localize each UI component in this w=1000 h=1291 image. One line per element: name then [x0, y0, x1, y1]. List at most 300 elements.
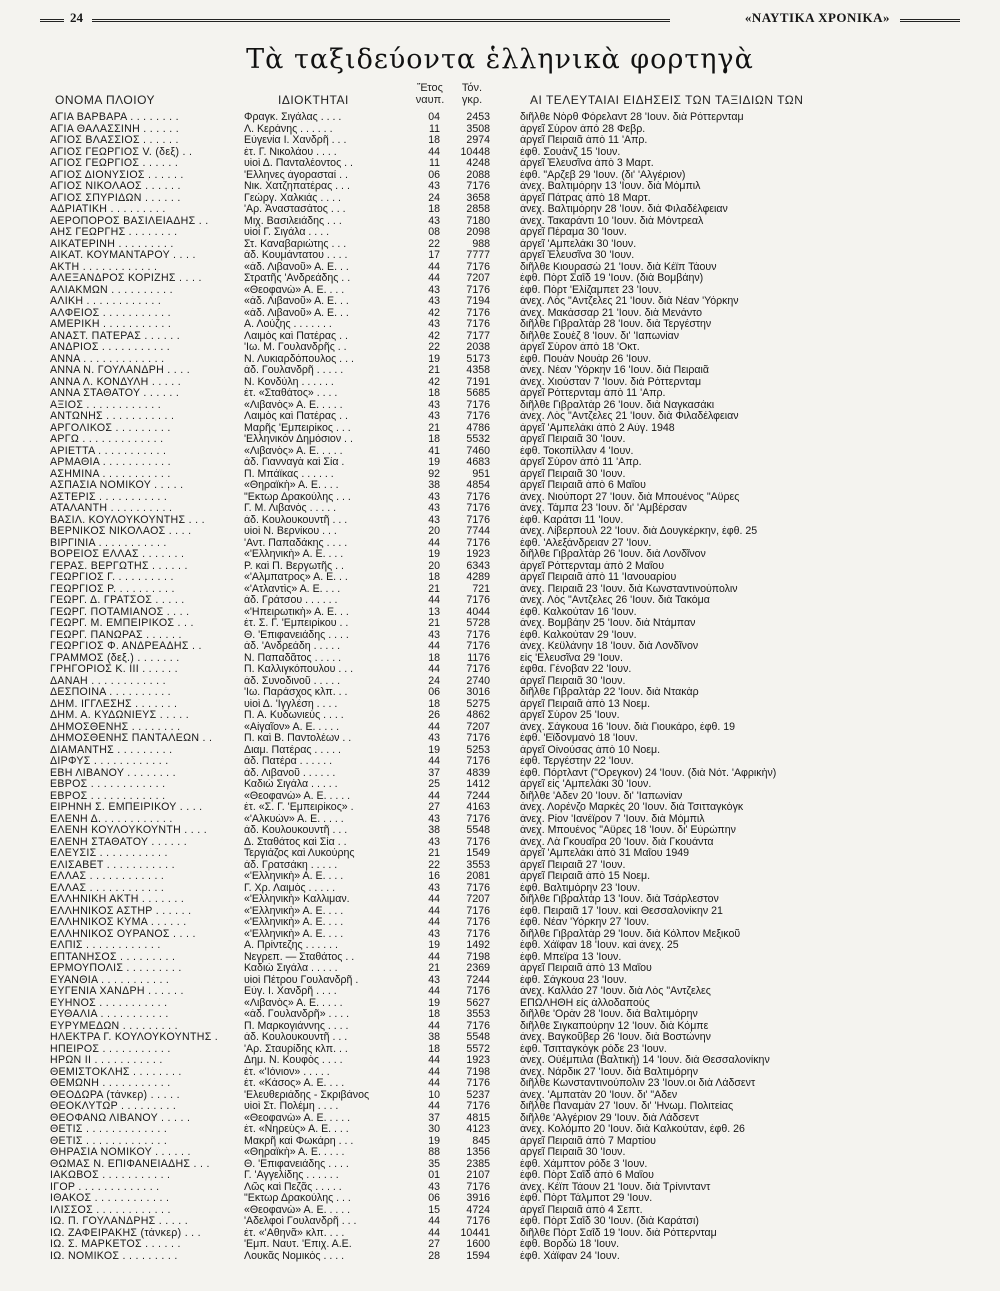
ship-name: ΗΠΕΙΡΟΣ . . . . . . . . . . .	[50, 1043, 171, 1055]
ship-owner: Ρ. καὶ Π. Βεργωτῆς . .	[244, 560, 344, 572]
ship-name: ΑΝΑΣΤ. ΠΑΤΕΡΑΣ . . . . . .	[50, 330, 181, 342]
ship-latest-news: ἀργεῖ Σύρον 25 'Ιουν.	[520, 710, 620, 721]
ship-latest-news: ἀργεῖ Οἰνούσας ἀπὸ 10 Νοεμ.	[520, 744, 661, 756]
ship-name: ΕΛΕΝΗ Δ. . . . . . . . . . . .	[50, 813, 173, 825]
ship-name: ΑΓΙΟΣ ΝΙΚΟΛΑΟΣ . . . . . .	[50, 181, 181, 192]
ship-owner: ἀδ. 'Ανδρεάδη . . . . .	[244, 641, 341, 652]
ship-year-built: 38	[428, 1032, 440, 1043]
ship-year-built: 21	[428, 365, 440, 376]
ship-name: ΙΑΚΩΒΟΣ . . . . . . . . . . .	[50, 1170, 171, 1181]
ship-latest-news: ἀργεῖ Ρόττερνταμ ἀπὸ 11 'Απρ.	[520, 388, 666, 399]
table-row	[0, 779, 1000, 791]
table-row	[0, 365, 1000, 377]
ship-tonnage: 5253	[466, 744, 490, 756]
ship-latest-news: ἀργεῖ 'Αμπελάκι ἀπὸ 31 Μαΐου 1949	[520, 848, 690, 859]
ship-owner: 'Ελληνικὸν Δημόσιον . .	[244, 434, 353, 445]
ship-tonnage: 5685	[466, 388, 490, 399]
ship-tonnage: 7177	[466, 330, 490, 342]
ship-owner: Νεγρεπ. — Σταθάτος . .	[244, 951, 355, 963]
ship-owner: «Θηραϊκὴ» Α. Ε. . . .	[244, 480, 339, 491]
ship-year-built: 27	[428, 802, 440, 813]
ship-name: ΓΕΩΡΓ. ΠΑΝΩΡΑΣ . . . . . .	[50, 629, 182, 641]
ship-year-built: 18	[428, 698, 440, 710]
ship-name: ΔΗΜΟΣΘΕΝΗΣ ΠΑΝΤΑΛΕΩΝ . .	[50, 733, 213, 744]
ship-tonnage: 5548	[466, 1032, 490, 1043]
ship-owner: Εὐγενία Ι. Χανδρῆ . . .	[244, 135, 347, 146]
ship-year-built: 88	[428, 1147, 440, 1158]
ship-latest-news: ἀργεῖ Πειραιᾶ ἀπὸ 13 Μαΐου	[520, 963, 652, 974]
table-row	[0, 998, 1000, 1010]
ship-latest-news: ἐφθ. Πὸρτ Τάλμποτ 29 'Ιουν.	[520, 1193, 653, 1204]
ship-latest-news: ἀνεχ. Λὸς "Αντζελες 21 'Ιουν. διὰ Φιλαδέλφειαν	[520, 411, 739, 422]
ship-tonnage: 4044	[466, 606, 490, 618]
table-row	[0, 802, 1000, 814]
table-row	[0, 791, 1000, 803]
ship-tonnage: 4358	[466, 365, 490, 376]
ship-owner: Λουκᾶς Νομικὸς . . . .	[244, 1250, 345, 1262]
ship-year-built: 44	[428, 894, 440, 905]
table-row	[0, 1193, 1000, 1205]
ship-tonnage: 7198	[466, 1066, 490, 1078]
ship-year-built: 43	[428, 882, 440, 894]
table-row	[0, 1101, 1000, 1113]
ship-year-built: 22	[428, 342, 440, 353]
header-rule	[92, 19, 670, 22]
ship-owner: ἑτ. «'Αθηνᾶ» κλπ. . . .	[244, 1227, 345, 1239]
ship-name: ΙΓΟΡ . . . . . . . . . . . . .	[50, 1181, 160, 1193]
ship-tonnage: 7244	[466, 790, 490, 802]
ship-latest-news: ἐφθ. Πὸρτ 'Ελίζαμπετ 23 'Ιουν.	[520, 284, 662, 296]
ship-owner: Μιχ. Βασιλειάδης . . .	[244, 215, 342, 227]
ship-year-built: 17	[428, 250, 440, 261]
ship-latest-news: ἐφθ. Βορδὼ 18 'Ιουν.	[520, 1239, 620, 1250]
ship-owner: Ν. Κονδύλη . . . . . .	[244, 376, 334, 388]
table-row	[0, 584, 1000, 596]
ship-latest-news: ἀνεχ. Βαλτιμόρην 28 'Ιουν. διὰ Φιλαδέλφειαν	[520, 204, 728, 215]
ship-name: ΔΗΜΟΣΘΕΝΗΣ . . . . . . . .	[50, 721, 181, 733]
ship-latest-news: διῆλθε Γιβραλτὰρ 13 'Ιουν. διὰ Τσάρλεστον	[520, 894, 719, 905]
magazine-name: «ΝΑΥΤΙΚΑ ΧΡΟΝΙΚΑ»	[744, 10, 890, 25]
ship-tonnage: 6343	[466, 560, 490, 572]
ship-year-built: 21	[428, 618, 440, 629]
ship-year-built: 38	[428, 480, 440, 491]
ship-year-built: 44	[428, 146, 440, 158]
ship-owner: υἱοὶ Στ. Πολέμη . . . .	[244, 1101, 339, 1112]
table-row	[0, 687, 1000, 699]
ship-year-built: 28	[428, 1250, 440, 1262]
ship-tonnage: 3916	[466, 1193, 490, 1204]
ship-owner: «Λιβανὸς» Α. Ε. . . . .	[244, 997, 343, 1009]
table-row	[0, 975, 1000, 987]
page-title: Τὰ ταξιδεύοντα ἑλληνικὰ φορτηγὰ	[246, 44, 754, 75]
ship-tonnage: 2088	[466, 169, 490, 181]
table-row	[0, 503, 1000, 515]
ship-owner: ἑτ. «Νηρεὺς» Α. Ε. . . .	[244, 1124, 349, 1135]
ship-year-built: 15	[428, 1204, 440, 1216]
ship-year-built: 19	[428, 744, 440, 756]
table-row	[0, 446, 1000, 458]
ship-latest-news: ἀνεχ. Βαλτιμόρην 13 'Ιουν. διὰ Μόμπιλ	[520, 181, 701, 192]
ship-name: ΓΡΗΓΟΡΙΟΣ Κ. ΙΙΙ . . . . . .	[50, 664, 178, 675]
ship-name: ΕΛΛΗΝΙΚΟΣ ΑΣΤΗΡ . . . . . .	[50, 905, 192, 917]
ship-name: ΓΕΩΡΓ. Δ. ΓΡΑΤΣΟΣ . . . . .	[50, 595, 185, 606]
ship-year-built: 42	[428, 330, 440, 342]
table-row	[0, 124, 1000, 136]
ship-latest-news: ἀνεχ. Τακαράντι 10 'Ιουν. διὰ Μόντρεαλ	[520, 215, 704, 227]
ship-owner: Νικ. Χατζηπατέρας . . .	[244, 181, 350, 192]
table-row	[0, 653, 1000, 665]
table-row	[0, 664, 1000, 676]
ship-owner: Γ. Μ. Λιβανὸς . . . . .	[244, 503, 337, 514]
ship-year-built: 18	[428, 434, 440, 445]
column-header-owners: ΙΔΙΟΚΤΗΤΑΙ	[278, 93, 349, 107]
ship-name: ΘΕΤΙΣ . . . . . . . . . . . . .	[50, 1124, 168, 1135]
ship-latest-news: ἀργεῖ Πειραιᾶ 30 'Ιουν.	[520, 1147, 626, 1158]
ship-name: ΕΛΛΗΝΙΚΟΣ ΟΥΡΑΝΟΣ . . . .	[50, 928, 196, 940]
ship-owner: Δημ. Ν. Κουφὸς . . . .	[244, 1055, 343, 1066]
ship-name: ΑΓΙΟΣ ΓΕΩΡΓΙΟΣ V. (δεξ) . .	[50, 146, 193, 158]
ship-owner: Ν. Παπαδᾶτος . . . . .	[244, 652, 342, 664]
table-row	[0, 860, 1000, 872]
ship-year-built: 18	[428, 1043, 440, 1055]
table-row	[0, 1124, 1000, 1136]
ship-tonnage: 3508	[466, 123, 490, 135]
ship-latest-news: ἐφθ. Πειραιᾶ 17 'Ιουν. καὶ Θεσσαλονίκην 21	[520, 905, 723, 917]
ship-owner: ἑτ. «Σταθάτος» . . . .	[244, 388, 338, 399]
ship-name: ΑΝΔΡΙΟΣ . . . . . . . . . . .	[50, 342, 171, 353]
ship-owner: Γ. 'Αγγελίδης . . . . . .	[244, 1170, 339, 1181]
ship-tonnage: 2038	[466, 342, 490, 353]
ship-name: ΑΣΠΑΣΙΑ ΝΟΜΙΚΟΥ . . . . .	[50, 480, 184, 491]
ship-year-built: 43	[428, 836, 440, 848]
ship-latest-news: ἀνεχ. Κολόμπο 20 'Ιουν. διὰ Καλκούταν, ἐφθ. 26	[520, 1124, 745, 1135]
ship-year-built: 44	[428, 721, 440, 733]
table-row	[0, 1055, 1000, 1067]
table-row	[0, 837, 1000, 849]
table-row	[0, 710, 1000, 722]
ship-tonnage: 2081	[466, 871, 490, 882]
ship-name: ΑΡΓΩ . . . . . . . . . . . . .	[50, 434, 164, 445]
ship-owner: Μακρῆ καὶ Φωκάρη . . .	[244, 1135, 354, 1147]
table-row	[0, 963, 1000, 975]
ship-year-built: 18	[428, 388, 440, 399]
table-row	[0, 1182, 1000, 1194]
table-row	[0, 917, 1000, 929]
ship-owner: Θ. 'Επιφανειάδης . . . .	[244, 629, 349, 641]
ship-year-built: 43	[428, 181, 440, 192]
column-header-year-line1: Ἔτος	[417, 82, 443, 94]
ship-name: ΘΕΟΔΩΡΑ (τάνκερ) . . . . .	[50, 1089, 180, 1101]
table-row	[0, 595, 1000, 607]
ship-latest-news: ἀργεῖ Πάτρας ἀπὸ 18 Μαρτ.	[520, 192, 651, 204]
ship-tonnage: 5548	[466, 825, 490, 836]
ship-owner: Π. Καλλιγκόπουλου . . .	[244, 664, 354, 675]
ship-tonnage: 4163	[466, 802, 490, 813]
ship-name: ΑΡΓΟΛΙΚΟΣ . . . . . . . . .	[50, 422, 171, 434]
column-header-year	[410, 82, 450, 106]
ship-owner: «'Αλμπατρος» Α. Ε. . .	[244, 572, 348, 583]
ship-tonnage: 845	[472, 1135, 490, 1147]
ship-tonnage: 7176	[466, 319, 490, 330]
ship-name: ΙΩ. Σ. ΜΑΡΚΕΤΟΣ . . . . . .	[50, 1239, 181, 1250]
ship-latest-news: ἐφθ. Χάϊφαν 24 'Ιουν.	[520, 1250, 620, 1262]
ship-year-built: 21	[428, 422, 440, 434]
ship-latest-news: ἐφθ. Πὸρτ Σαΐδ 30 'Ιουν. (διὰ Καράτσι)	[520, 1216, 699, 1227]
ship-year-built: 44	[428, 1216, 440, 1227]
ship-year-built: 44	[428, 1227, 440, 1239]
ship-latest-news: ἀργεῖ Σύρον ἀπὸ 11 'Απρ.	[520, 457, 642, 468]
ship-latest-news: ἐφθ. Τεργέστην 22 'Ιουν.	[520, 756, 634, 767]
table-row	[0, 871, 1000, 883]
ship-name: ΑΡΜΑΘΙΑ . . . . . . . . . . .	[50, 457, 171, 468]
column-header-year-line2: ναυπ.	[415, 94, 445, 106]
page-number: 24	[70, 10, 83, 25]
table-row	[0, 733, 1000, 745]
ship-latest-news: ἐφθ. "Αρζεβ 29 'Ιουν. (δι' 'Αλγέριον)	[520, 169, 686, 181]
ship-tonnage: 4839	[466, 767, 490, 779]
ship-name: ΔΗΜ. ΙΓΓΛΕΣΗΣ . . . . . . .	[50, 698, 178, 710]
ship-year-built: 44	[428, 756, 440, 767]
ship-year-built: 44	[428, 986, 440, 997]
ship-latest-news: ἀνεχ. Σάγκουα 16 'Ιουν. διὰ Γιουκάρο, ἐφθ. 19	[520, 721, 736, 733]
ship-latest-news: διῆλθε Σουὲζ 8 'Ιουν. δι' 'Ιαπωνίαν	[520, 330, 680, 342]
ship-tonnage: 4815	[466, 1112, 490, 1124]
ship-latest-news: διῆλθε Κιουρασὼ 21 'Ιουν. διὰ Κέϊπ Τάουν	[520, 261, 717, 273]
ship-owner: 'Ελευθεριάδης - Σκριβάνος	[244, 1089, 370, 1101]
ship-year-built: 24	[428, 192, 440, 204]
ship-year-built: 18	[428, 1009, 440, 1020]
ship-year-built: 42	[428, 376, 440, 388]
ship-name: ΒΙΡΓΙΝΙΑ . . . . . . . . . . .	[50, 537, 167, 549]
ship-name: ΑΓΙΟΣ ΒΛΑΣΣΙΟΣ . . . . . .	[50, 135, 179, 146]
ship-year-built: 42	[428, 307, 440, 319]
page-header	[40, 10, 960, 28]
ship-name: ΑΝΝΑ . . . . . . . . . . . . .	[50, 353, 165, 365]
ship-owner: Α. Λούζης . . . . . . .	[244, 319, 332, 330]
column-header-tonnage	[452, 82, 492, 106]
ship-name: ΕΛΙΣΑΒΕΤ . . . . . . . . . . .	[50, 859, 175, 871]
ship-tonnage: 4724	[466, 1204, 490, 1216]
ship-tonnage: 3658	[466, 192, 490, 204]
ship-year-built: 11	[429, 123, 440, 135]
ship-latest-news: ἀργεῖ Πειραιᾶ 30 'Ιουν.	[520, 468, 626, 480]
ship-name: ΓΕΩΡΓΙΟΣ Γ. . . . . . . . . .	[50, 572, 174, 583]
ship-year-built: 44	[428, 1066, 440, 1078]
table-row	[0, 492, 1000, 504]
ship-year-built: 06	[428, 687, 440, 698]
ship-name: ΘΕΤΙΣ . . . . . . . . . . . . .	[50, 1135, 168, 1147]
ship-latest-news: ἀνεχ. Πειραιᾶ 23 'Ιουν. διὰ Κωνσταντινούπολιν	[520, 583, 738, 595]
ship-tonnage: 4683	[466, 457, 490, 468]
ship-owner: υἱοὶ Ν. Βερνίκου . . .	[244, 526, 337, 537]
ship-tonnage: 7207	[466, 721, 490, 733]
ship-latest-news: ἐφθ. Πὸρτ Σαΐδ 19 'Ιουν. (διὰ Βομβάην)	[520, 273, 704, 284]
ship-year-built: 01	[428, 1170, 440, 1181]
ship-name: ΑΤΑΛΑΝΤΗ . . . . . . . . . .	[50, 503, 173, 514]
ship-latest-news: ἀνεχ. Βαγκοῦβερ 26 'Ιουν. διὰ Βοστώνην	[520, 1032, 711, 1043]
ship-latest-news: ἀργεῖ εἰς 'Αμπελάκι 30 'Ιουν.	[520, 779, 652, 790]
ship-owner: 'Αρ. Ἀναστασάτος . . .	[244, 204, 346, 215]
ship-latest-news: ἐφθ. Βαλτιμόρην 23 'Ιουν.	[520, 882, 641, 894]
table-row	[0, 354, 1000, 366]
ship-latest-news: ἀνεχ. Λὸς "Αντζελες 21 'Ιουν. διὰ Νέαν 'Υόρκην	[520, 296, 739, 307]
ship-tonnage: 7176	[466, 756, 490, 767]
table-row	[0, 1147, 1000, 1159]
table-row	[0, 296, 1000, 308]
ship-tonnage: 7207	[466, 273, 490, 284]
table-row	[0, 630, 1000, 642]
table-row	[0, 940, 1000, 952]
ship-year-built: 44	[428, 951, 440, 963]
ship-latest-news: διῆλθε Κωνσταντινούπολιν 23 'Ιουν.οι διὰ Λάδσεντ	[520, 1078, 756, 1089]
ship-name: ΗΛΕΚΤΡΑ Γ. ΚΟΥΛΟΥΚΟΥΝΤΗΣ .	[50, 1032, 219, 1043]
ship-owner: Λῶς καὶ Πεζᾶς . . . . .	[244, 1181, 342, 1193]
ship-owner: «'Ελληνικὴ» Α. Ε. . . .	[244, 928, 344, 940]
ship-latest-news: διῆλθε Παναμὰν 27 'Ιουν. δι' 'Ηνωμ. Πολιτείας	[520, 1101, 734, 1112]
ship-owner: «ἀδ. Λιβανοῦ» Α. Ε. . .	[244, 296, 349, 307]
table-row	[0, 756, 1000, 768]
ship-name: ΑΜΕΡΙΚΗ . . . . . . . . . . .	[50, 319, 172, 330]
ship-latest-news: ἐφθα. Γένοβαν 22 'Ιουν.	[520, 664, 632, 675]
ship-tonnage: 7176	[466, 928, 490, 940]
ship-name: ΔΙΡΦΥΣ . . . . . . . . . . . .	[50, 756, 169, 767]
ship-tonnage: 7176	[466, 595, 490, 606]
table-row	[0, 411, 1000, 423]
ship-owner: ἀδ. Γουλανδρῆ . . . . .	[244, 365, 344, 376]
ship-owner: Π. Α. Κυδωνιεὺς . . . .	[244, 710, 344, 721]
ship-owner: «ἀδ. Λιβανοῦ» Α. Ε. . .	[244, 261, 349, 273]
table-row	[0, 515, 1000, 527]
ship-latest-news: ἀνεχ. Μπουένος "Αϋρες 18 'Ιουν. δι' Εὐρώπην	[520, 825, 736, 836]
table-row	[0, 1251, 1000, 1263]
ship-owner: υἱοὶ Γ. Σιγάλα . . . .	[244, 227, 330, 238]
ship-tonnage: 7176	[466, 917, 490, 928]
ship-name: ΕΒΡΟΣ . . . . . . . . . . . .	[50, 790, 166, 802]
ship-tonnage: 7176	[466, 641, 490, 652]
ship-latest-news: ἀργεῖ 'Αμπελάκι ἀπὸ 2 Αὐγ. 1948	[520, 422, 675, 434]
ship-name: ΕΛΛΑΣ . . . . . . . . . . . .	[50, 882, 165, 894]
ship-name: ΑΛΦΕΙΟΣ . . . . . . . . . . .	[50, 307, 171, 319]
ship-year-built: 18	[428, 572, 440, 583]
ship-latest-news: ἀργεῖ Πειραιᾶ 30 'Ιουν.	[520, 675, 626, 687]
ship-owner: Εὐγ. Ι. Χανδρῆ . . . .	[244, 986, 337, 997]
ship-owner: 'Ιω. Μ. Γουλανδρῆς . .	[244, 342, 347, 353]
ship-latest-news: ἐφθ. Πόρτλαντ ("Ορεγκον) 24 'Ιουν. (διὰ Νότ. 'Αφρικὴν)	[520, 767, 777, 779]
ship-name: ΑΙΚΑΤ. ΚΟΥΜΑΝΤΑΡΟΥ . . . .	[50, 250, 196, 261]
ship-tonnage: 10441	[460, 1227, 490, 1239]
ship-year-built: 38	[428, 825, 440, 836]
ship-tonnage: 1923	[466, 549, 490, 560]
ship-latest-news: ἀνεχ. Χιούσταν 7 'Ιουν. διὰ Ρόττερνταμ	[520, 376, 702, 388]
ship-latest-news: διῆλθε Γιβραλτὰρ 28 'Ιουν. διὰ Τεργέστην	[520, 319, 712, 330]
ship-owner: ἑτ. «'Ιόνιον» . . . . .	[244, 1066, 330, 1078]
ship-name: ΘΕΟΦΑΝΩ ΛΙΒΑΝΟΥ . . . . .	[50, 1112, 191, 1124]
ship-year-built: 43	[428, 813, 440, 825]
ship-year-built: 35	[428, 1158, 440, 1170]
ship-owner: «'Ελληνικὴ» Καλλιμαν.	[244, 894, 350, 905]
ship-tonnage: 5237	[466, 1089, 490, 1101]
ship-owner: ἀδ. Γιανναγὰ καὶ Σία .	[244, 457, 345, 468]
ship-latest-news: ἐφθ. Μπεϊρα 13 'Ιουν.	[520, 951, 622, 963]
ship-owner: ἀδ. Γρατσάκη . . . . .	[244, 859, 338, 871]
ship-year-built: 43	[428, 411, 440, 422]
ship-owner: «'Αλκυὼν» Α. Ε. . . . .	[244, 813, 344, 825]
ship-name: ΑΙΚΑΤΕΡΙΝΗ . . . . . . . . .	[50, 238, 174, 250]
ship-owner: Ν. Λυκιαρδόπουλος . . .	[244, 353, 354, 365]
ship-owner: «Θηραϊκὴ» Α. Ε. . . . .	[244, 1147, 345, 1158]
ship-latest-news: ἀργεῖ Πειραιᾶ ἀπὸ 15 Νοεμ.	[520, 871, 651, 882]
column-header-latest-news: ΑΙ ΤΕΛΕΥΤΑΙΑΙ ΕΙΔΗΣΕΙΣ ΤΩΝ ΤΑΞΙΔΙΩΝ ΤΩΝ	[530, 93, 804, 107]
ship-latest-news: ἀργεῖ Πειραιᾶ ἀπὸ 7 Μαρτίου	[520, 1135, 656, 1147]
table-row	[0, 227, 1000, 239]
ship-year-built: 06	[428, 169, 440, 181]
ship-name: ΗΡΩΝ ΙΙ . . . . . . . . . . .	[50, 1055, 163, 1066]
ship-year-built: 27	[428, 1239, 440, 1250]
table-row	[0, 1113, 1000, 1125]
ship-name: ΙΩ. Π. ΓΟΥΛΑΝΔΡΗΣ . . . . .	[50, 1216, 188, 1227]
table-row	[0, 906, 1000, 918]
ship-name: ΕΠΤΑΝΗΣΟΣ . . . . . . . . .	[50, 951, 176, 963]
table-row	[0, 457, 1000, 469]
table-row	[0, 607, 1000, 619]
table-row	[0, 1228, 1000, 1240]
ship-name: ΕΛΠΙΣ . . . . . . . . . . . .	[50, 940, 161, 951]
ship-year-built: 16	[428, 871, 440, 882]
ship-owner: Λαιμὸς καὶ Πατέρας . .	[244, 411, 348, 422]
ship-year-built: 06	[428, 1193, 440, 1204]
ship-tonnage: 3553	[466, 1009, 490, 1020]
ship-year-built: 44	[428, 261, 440, 273]
ship-latest-news: ἀργεῖ Ἐλευσῖνα ἀπὸ 3 Μαρτ.	[520, 158, 654, 169]
table-row	[0, 1090, 1000, 1102]
ship-tonnage: 10448	[460, 146, 490, 158]
ship-tonnage: 5572	[466, 1043, 490, 1055]
ship-latest-news: ἀνεχ. Λορένζο Μαρκὲς 20 'Ιουν. διὰ Τσιτταγκὸγκ	[520, 802, 744, 813]
ship-owner: «Θεοφανὼ» Α. Ε. . . . .	[244, 1204, 351, 1216]
ship-owner: Π. καὶ Β. Παντολέων . .	[244, 733, 352, 744]
ship-year-built: 43	[428, 491, 440, 503]
ship-tonnage: 721	[472, 583, 490, 595]
ship-tonnage: 7777	[466, 250, 490, 261]
ship-tonnage: 3016	[466, 687, 490, 698]
ship-latest-news: ἐφθ. Χάϊφαν 18 'Ιουν. καὶ ἀνεχ. 25	[520, 940, 679, 951]
ship-tonnage: 7176	[466, 261, 490, 273]
ship-name: ΙΘΑΚΟΣ . . . . . . . . . . . .	[50, 1193, 170, 1204]
ship-latest-news: διῆλθε Γιβραλτὰρ 26 'Ιουν. διὰ Ναγκασάκι	[520, 399, 715, 411]
ship-tonnage: 5275	[466, 698, 490, 710]
ship-year-built: 44	[428, 1020, 440, 1032]
table-row	[0, 434, 1000, 446]
ship-tonnage: 3553	[466, 859, 490, 871]
ship-name: ΔΙΑΜΑΝΤΗΣ . . . . . . . . .	[50, 744, 173, 756]
table-row	[0, 699, 1000, 711]
table-row	[0, 1044, 1000, 1056]
ship-tonnage: 7176	[466, 491, 490, 503]
ship-year-built: 43	[428, 399, 440, 411]
table-row	[0, 423, 1000, 435]
table-row	[0, 848, 1000, 860]
ship-year-built: 19	[428, 940, 440, 951]
ship-owner: Λαιμὸς καὶ Πατέρας . .	[244, 330, 348, 342]
ship-name: ΑΣΤΕΡΙΣ . . . . . . . . . . .	[50, 491, 168, 503]
ship-owner: 'Ιω. Παράσχος κλπ. . .	[244, 687, 348, 698]
ship-latest-news: ἐφθ. Πουὰν Νουὰρ 26 'Ιουν.	[520, 353, 652, 365]
ship-owner: Στ. Καναβαριώτης . . .	[244, 238, 347, 250]
ship-year-built: 44	[428, 1101, 440, 1112]
ship-year-built: 24	[428, 675, 440, 687]
ship-tonnage: 7176	[466, 905, 490, 917]
ship-latest-news: ἀνεχ. Κεϋλάνην 18 'Ιουν. διὰ Λονδῖνον	[520, 641, 699, 652]
